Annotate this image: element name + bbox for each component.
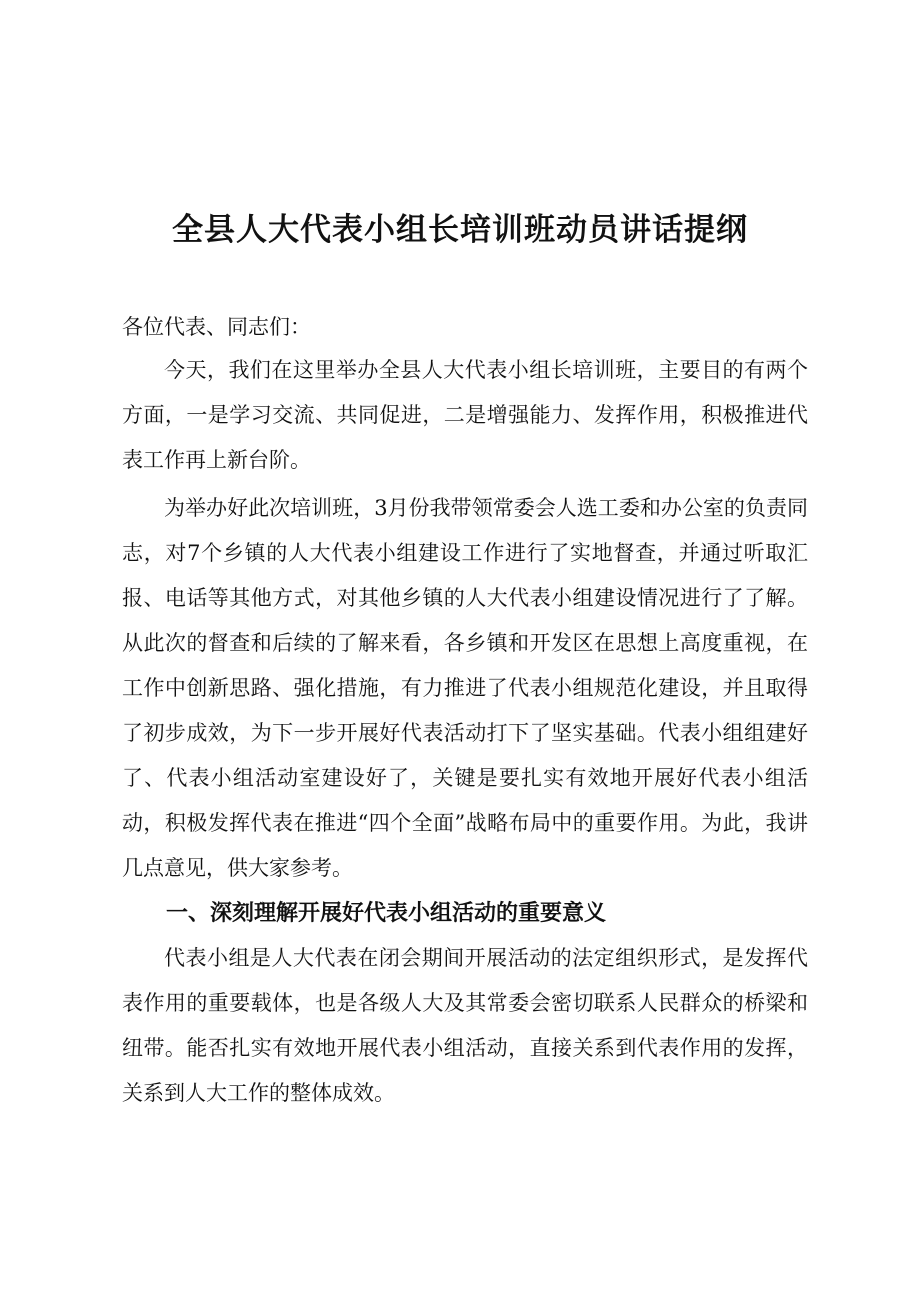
paragraph-intro: 今天，我们在这里举办全县人大代表小组长培训班，主要目的有两个方面，一是学习交流、共同促进，二是增强能力、发挥作用，积极推进代表工作再上新台阶。 [122,358,808,472]
section-paragraph: 代表小组是人大代表在闭会期间开展活动的法定组织形式，是发挥代表作用的重要载体，也是各级人大及其常委会密切联系人民群众的桥梁和纽带。能否扎实有效地开展代表小组活动，直接关系到代表作用的发挥，关系到人大工作的整体成效。 [122,946,808,1105]
paragraph-inspection: 为举办好此次培训班，3月份我带领常委会人选工委和办公室的负责同志，对7个乡镇的人大代表小组建设工作进行了实地督查，并通过听取汇报、电话等其他方式，对其他乡镇的人大代表小组建设情况进行了了解。从此次的督查和后续的了解来看，各乡镇和开发区在思想上高度重视，在工作中创新思路、强化措施，有力推进了代表小组规范化建设，并且取得了初步成效，为下一步开展好代表活动打下了坚实基础。代表小组组建好了、代表小组活动室建设好了，关键是要扎实有效地开展好代表小组活动，积极发挥代表在推进“四个全面”战略布局中的重要作用。为此，我讲几点意见，供大家参考。 [122,496,808,880]
document-title: 全县人大代表小组长培训班动员讲话提纲 [172,212,748,248]
section-heading: 一、深刻理解开展好代表小组活动的重要意义 [166,901,607,926]
salutation: 各位代表、同志们： [122,315,311,339]
document-body [122,306,808,1116]
